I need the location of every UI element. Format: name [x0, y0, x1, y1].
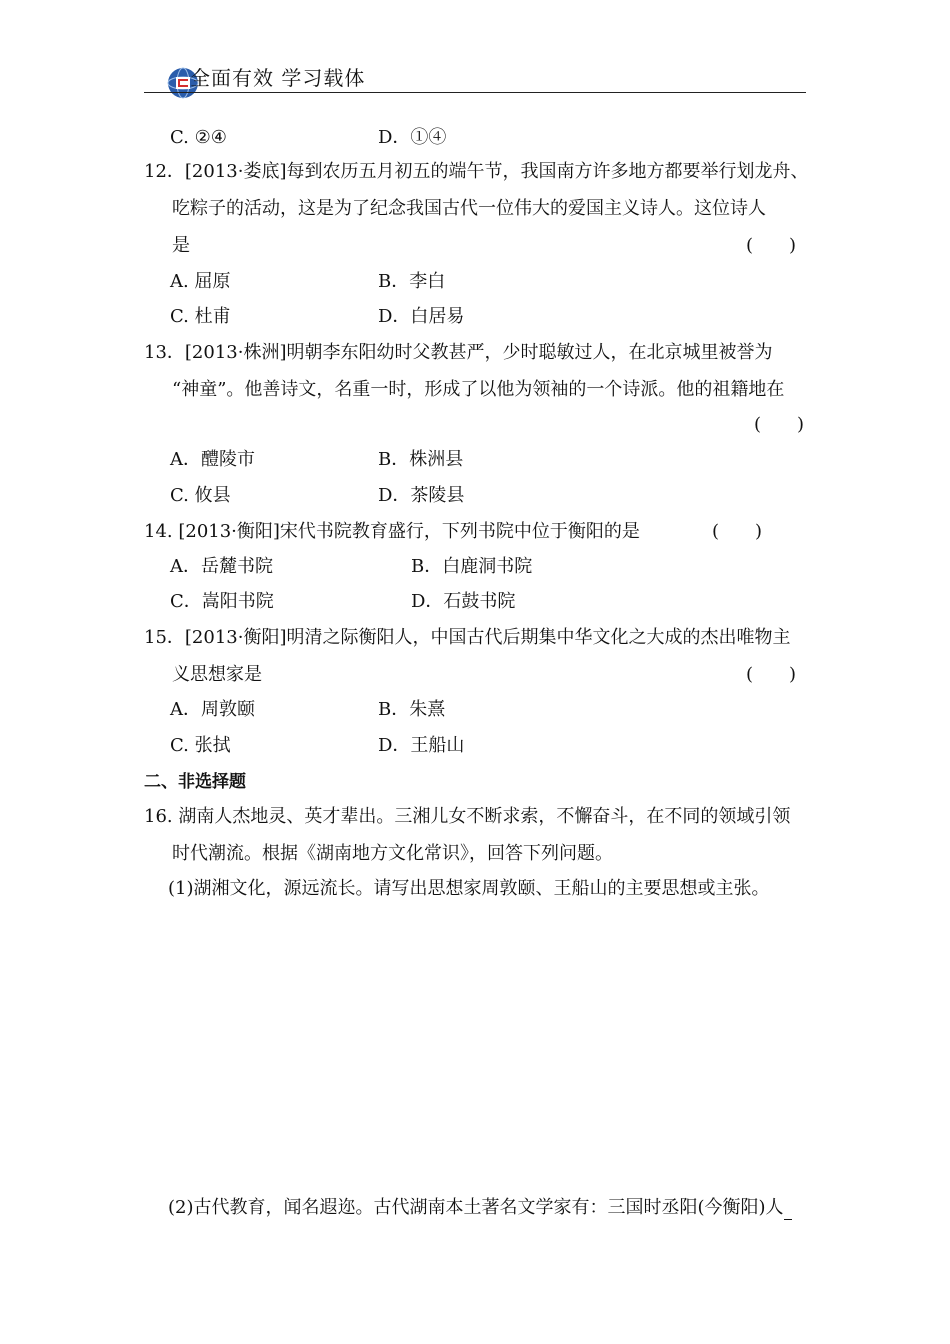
q13-option-a: A．醴陵市	[170, 449, 255, 470]
q16-subquestion-1: (1)湖湘文化，源远流长。请写出思想家周敦颐、王船山的主要思想或主张。	[168, 878, 770, 899]
q15-stem-line1: 15．[2013·衡阳]明清之际衡阳人，中国古代后期集中华文化之大成的杰出唯物主	[144, 627, 791, 648]
q13-stem-line2: “神童”。他善诗文，名重一时，形成了以他为领袖的一个诗派。他的祖籍地在	[172, 379, 785, 400]
section-title: 二、非选择题	[144, 772, 246, 792]
q15-option-a: A．周敦颐	[170, 699, 255, 720]
q13-option-b: B．株洲县	[378, 449, 464, 470]
q12-stem-line2: 吃粽子的活动，这是为了纪念我国古代一位伟大的爱国主义诗人。这位诗人	[172, 198, 766, 219]
q12-option-c: C. 杜甫	[170, 306, 231, 327]
q15-option-d: D．王船山	[378, 735, 465, 756]
q12-option-b: B．李白	[378, 271, 446, 292]
q14-option-a: A．岳麓书院	[170, 556, 273, 577]
q16-stem-line1: 16. 湖南人杰地灵、英才辈出。三湘儿女不断求索，不懈奋斗，在不同的领域引领	[144, 806, 791, 827]
q16-stem-line2: 时代潮流。根据《湖南地方文化常识》，回答下列问题。	[172, 843, 613, 864]
q13-stem-line1: 13．[2013·株洲]明朝李东阳幼时父教甚严，少时聪敏过人，在北京城里被誉为	[144, 342, 773, 363]
header-divider	[144, 92, 806, 93]
q15-stem-line2: 义思想家是	[172, 664, 262, 685]
q16-subquestion-2	[168, 1196, 792, 1220]
answer-blank-line	[784, 1201, 792, 1220]
q14-option-b: B．白鹿洞书院	[411, 556, 533, 577]
q15-answer-blank: ( )	[746, 664, 797, 685]
q12-option-a: A. 屈原	[170, 271, 231, 292]
q11-option-c: C. ②④	[170, 127, 227, 148]
q11-option-d: D．①④	[378, 127, 447, 148]
q13-option-c: C. 攸县	[170, 485, 231, 506]
q14-answer-blank: ( )	[712, 521, 763, 542]
q13-answer-blank: ( )	[754, 414, 805, 435]
q13-option-d: D．茶陵县	[378, 485, 465, 506]
q12-answer-blank: ( )	[746, 235, 797, 256]
q12-option-d: D．白居易	[378, 306, 465, 327]
page-header-title: 全面有效 学习载体	[190, 66, 366, 90]
q14-option-c: C．嵩阳书院	[170, 591, 274, 612]
q14-option-d: D．石鼓书院	[411, 591, 516, 612]
q16-subquestion-2-text: (2)古代教育，闻名遐迩。古代湖南本土著名文学家有：三国时丞阳(今衡阳)人	[168, 1197, 784, 1218]
q15-option-b: B．朱熹	[378, 699, 446, 720]
q12-stem-line3: 是	[172, 235, 190, 256]
q12-stem-line1: 12．[2013·娄底]每到农历五月初五的端午节，我国南方许多地方都要举行划龙舟、	[144, 161, 809, 182]
q15-option-c: C. 张拭	[170, 735, 231, 756]
q14-stem-line1: 14. [2013·衡阳]宋代书院教育盛行，下列书院中位于衡阳的是	[144, 521, 640, 542]
